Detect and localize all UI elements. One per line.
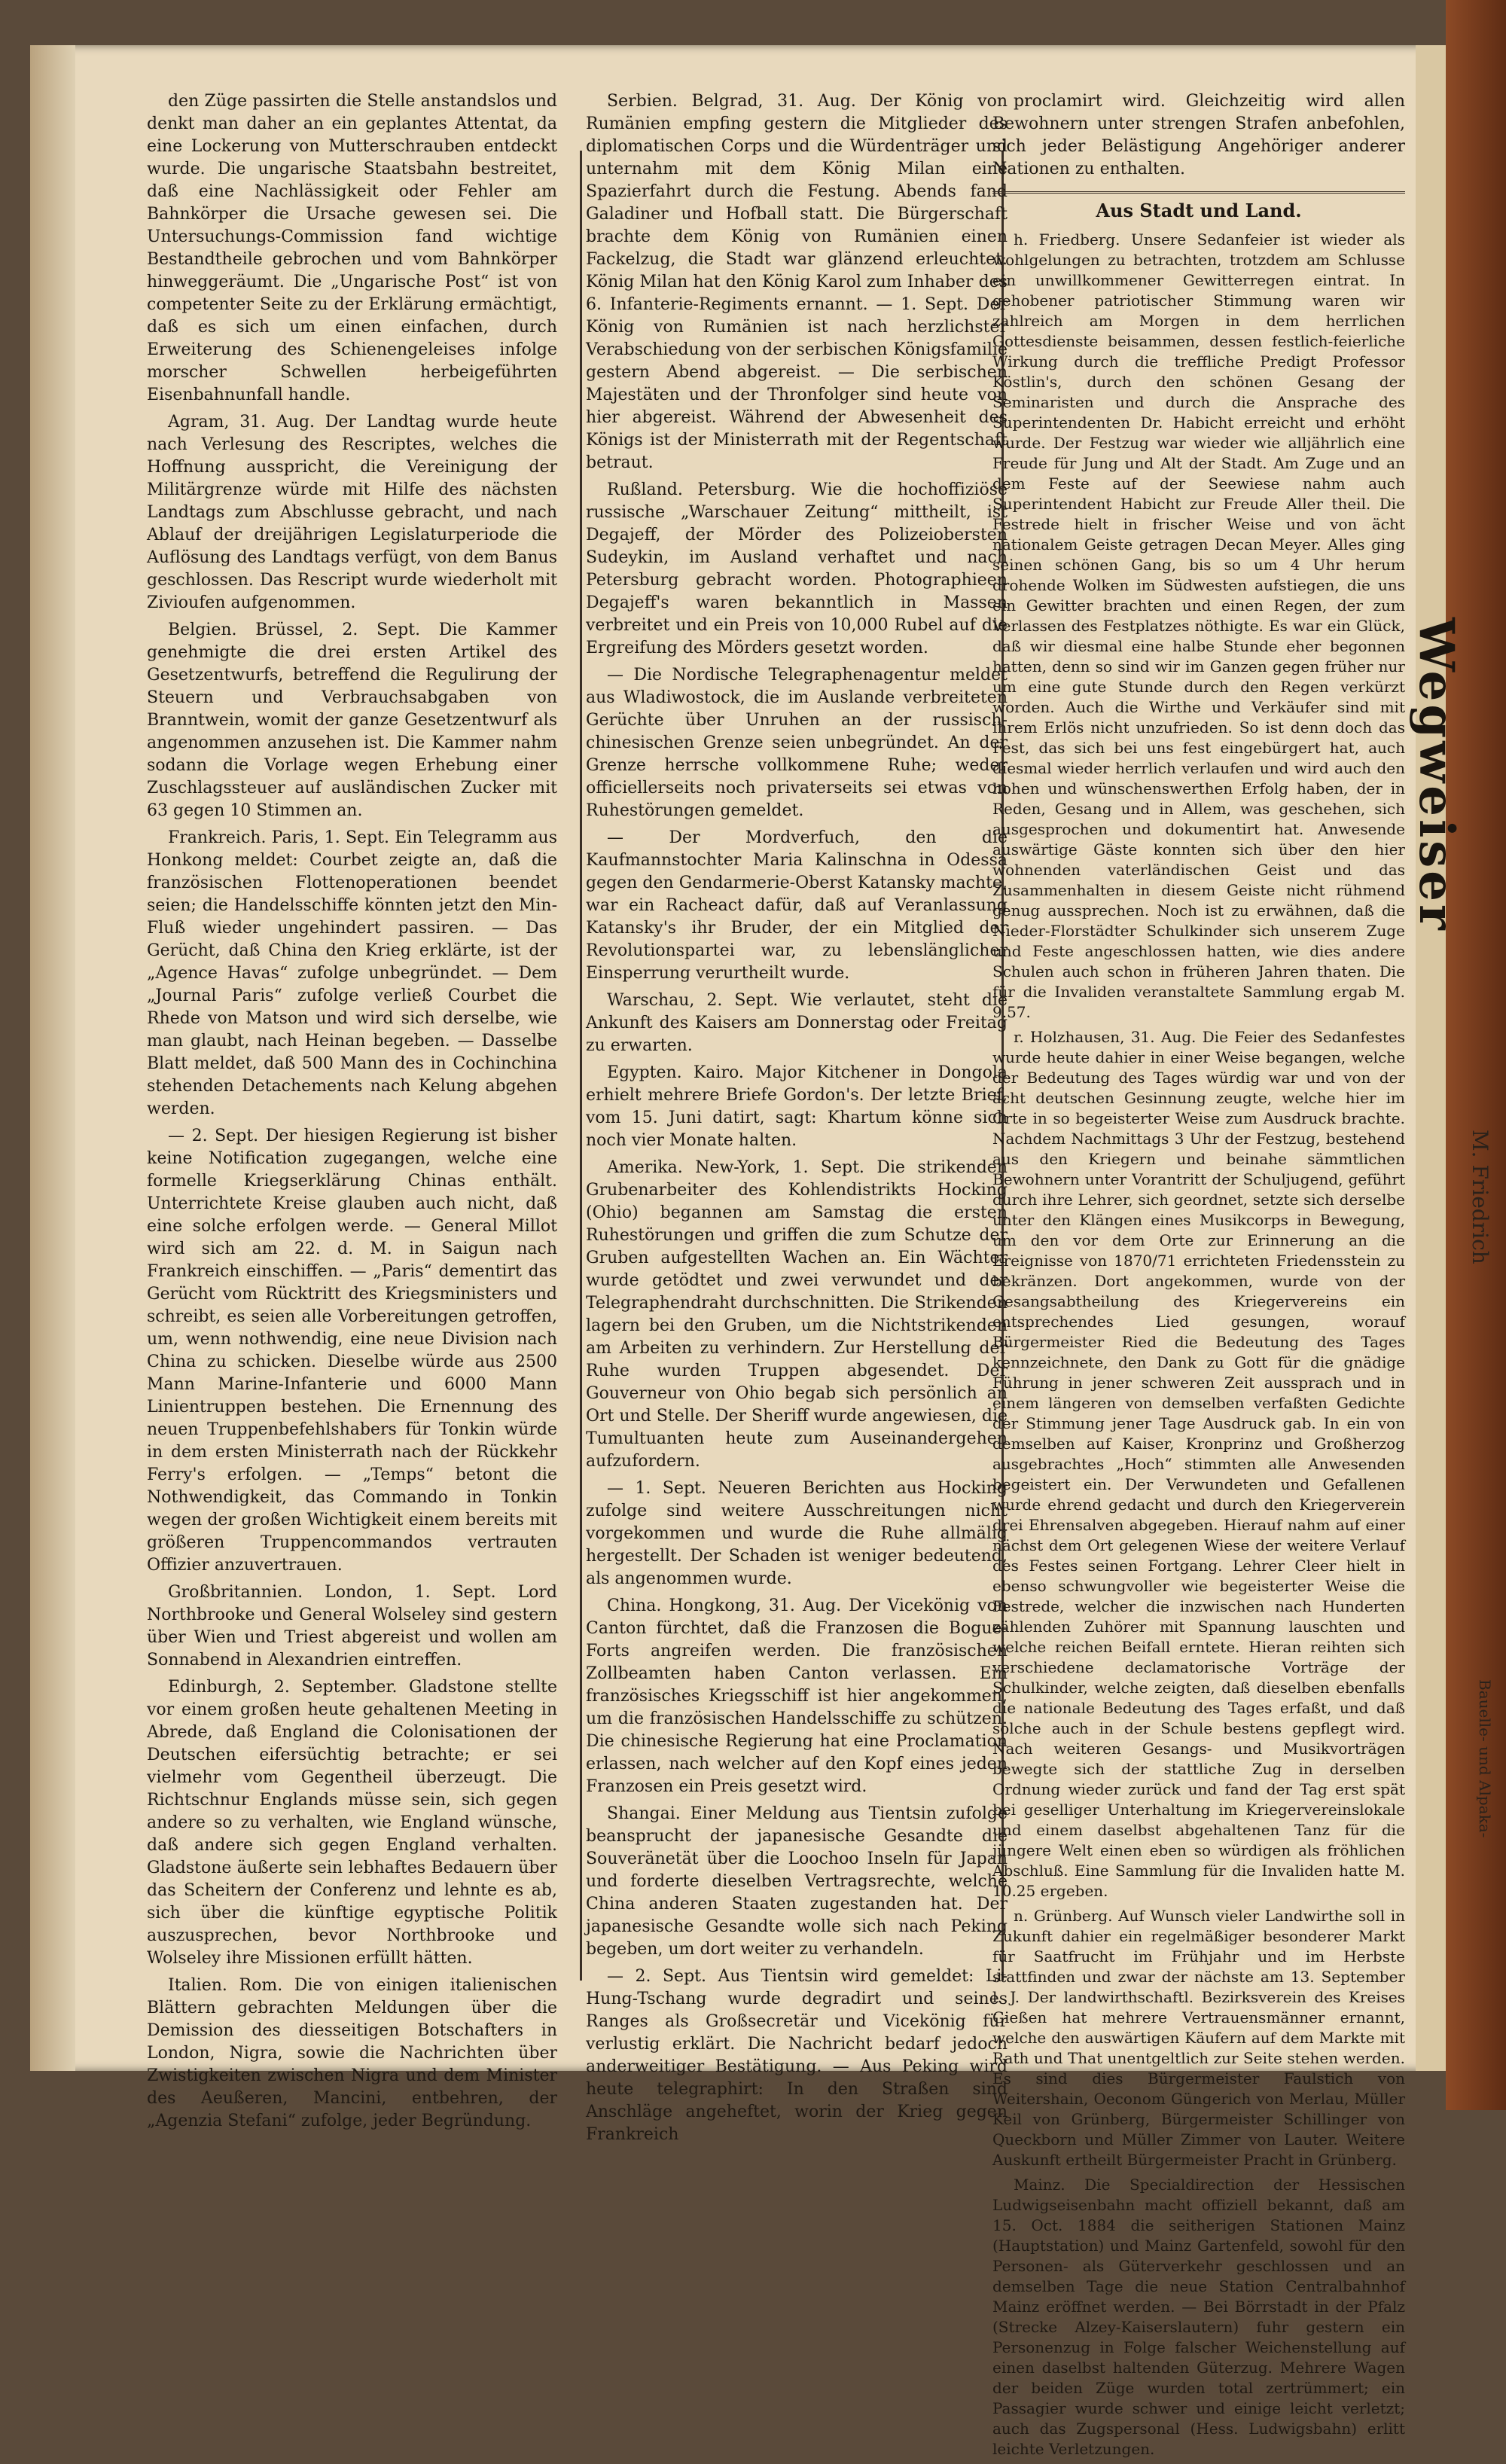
article-paragraph: proclamirt wird. Gleichzeitig wird allen Bewohnern unter strengen Strafen anbefohlen, sich jeder Belästigung Angehöriger anderer Nationen zu enthalten.: [992, 92, 1405, 178]
article-paragraph: China. Hongkong, 31. Aug. Der Vicekönig von Canton fürchtet, daß die Franzosen die Bogue-Forts angreifen werden. Die französischen Zollbeamten haben Canton verlassen. Ein französisches Kriegsschiff ist hier angekommen, um die französischen Handelsschiffe zu schützen. Die chinesische Regierung hat eine Proclamation erlassen, nach welcher auf den Kopf eines jeden Franzosen ein Preis gesetzt wird.: [586, 1596, 1008, 1796]
article-paragraph: Shangai. Einer Meldung aus Tientsin zufolge beansprucht der japanesische Gesandte die Souveränetät über die Loochoo Inseln für Japan und forderte dieselben Vertragsrechte, welche China anderen Staaten zugestanden hat. Der japanesische Gesandte wolle sich nach Peking begeben, um dort weiter zu verhandeln.: [586, 1804, 1008, 1959]
article-paragraph: den Züge passirten die Stelle anstandslos und denkt man daher an ein geplantes Attentat, da eine Lockerung von Mutterschrauben entdeckt wurde. Die ungarische Staatsbahn bestreitet, daß eine Nachlässigkeit oder Fehler am Bahnkörper die Ursache gewesen sei. Die Untersuchungs-Commission fand wichtige Bestandtheile gebrochen und vom Bahnkörper hinweggeräumt. Die „Ungarische Post“ ist von competenter Seite zu der Erklärung ermächtigt, daß es sich um einen einfachen, durch Erweiterung des Schienengeleises infolge morscher Schwellen herbeigeführten Eisenbahnunfall handle.: [147, 92, 557, 404]
article-paragraph: Rußland. Petersburg. Wie die hochoffiziöse russische „Warschauer Zeitung“ mittheilt, ist Degajeff, der Mörder des Polizeiobersten Sudeykin, im Ausland verhaftet und nach Petersburg gebracht worden. Photographieen Degajeff's waren bekanntlich in Massen verbreitet und ein Preis von 10,000 Rubel auf die Ergreifung des Mörders gesetzt worden.: [586, 480, 1008, 657]
article-paragraph: — Die Nordische Telegraphenagentur meldet aus Wladiwostock, die im Auslande verbreiteten Gerüchte über Unruhen an der russisch-chinesischen Grenze seien unbegründet. An der Grenze herrsche vollkommene Ruhe; weder officiellerseits noch privaterseits sei etwas von Ruhestörungen gemeldet.: [586, 666, 1008, 820]
article-paragraph: — 2. Sept. Aus Tientsin wird gemeldet: Li-Hung-Tschang wurde degradirt und seines Ranges als Großsecretär und Vicekönig für verlustig erklärt. Die Nachricht bedarf jedoch anderweitiger Bestätigung. — Aus Peking wird heute telegraphirt: In den Straßen sind Anschläge angeheftet, worin der Krieg gegen Frankreich: [586, 1967, 1008, 2144]
column-right: [992, 90, 1405, 2464]
article-paragraph: Egypten. Kairo. Major Kitchener in Dongola erhielt mehrere Briefe Gordon's. Der letzte Brief, vom 15. Juni datirt, sagt: Khartum könne sich noch vier Monate halten.: [586, 1063, 1008, 1150]
column-left: [147, 90, 557, 2137]
article-paragraph: r. Holzhausen, 31. Aug. Die Feier des Sedanfestes wurde heute dahier in einer Weise begangen, welche der Bedeutung des Tages würdig war und von der ächt deutschen Gesinnung zeugte, welche hier im Orte in so begeisterter Weise zum Ausdruck brachte. Nachdem Nachmittags 3 Uhr der Festzug, bestehend aus den Kriegern und beinahe sämmtlichen Bewohnern unter Vorantritt der Schuljugend, geführt durch ihre Lehrer, sich geordnet, setzte sich derselbe unter den Klängen eines Musikcorps in Bewegung, um den vor dem Orte zur Erinnerung an die Ereignisse von 1870/71 errichteten Friedensstein zu bekränzen. Dort angekommen, wurde von der Gesangsabtheilung des Kriegervereins ein entsprechendes Lied gesungen, worauf Bürgermeister Ried die Bedeutung des Tages kennzeichnete, den Dank zu Gott für die gnädige Führung in jener schweren Zeit aussprach und in einem längeren von demselben verfaßten Gedichte der Stimmung jener Tage Ausdruck gab. In ein von demselben auf Kaiser, Kronprinz und Großherzog ausgebrachtes „Hoch“ stimmten alle Anwesenden begeistert ein. Der Verwundeten und Gefallenen wurde ehrend gedacht und durch den Kriegerverein drei Ehrensalven abgegeben. Hierauf nahm auf einer nächst dem Ort gelegenen Wiese der weitere Verlauf des Festes seinen Fortgang. Lehrer Cleer hielt in ebenso schwungvoller wie begeisterter Weise die Festrede, welcher die inzwischen nach Hunderten zählenden Zuhörer mit Spannung lauschten und welche reichen Beifall erntete. Hieran reihten sich verschiedene declamatorische Vorträge der Schulkinder, welche zeigten, daß dieselben ebenfalls die nationale Bedeutung des Tages erfaßt, und daß solche auch in der Schule bestens gepflegt wird. Nach weiteren Gesangs- und Musikvorträgen bewegte sich der stattliche Zug in derselben Ordnung wieder zurück und fand der Tag erst spät bei geselliger Unterhaltung im Kriegervereinslokale und einem daselbst abgehaltenen Tanz für die jüngere Welt einen eben so würdigen als fröhlichen Abschluß. Eine Sammlung für die Invaliden hatte M. 10.25 ergeben.: [992, 1028, 1405, 1900]
article-paragraph: Agram, 31. Aug. Der Landtag wurde heute nach Verlesung des Rescriptes, welches die Hoffnung ausspricht, die Vereinigung der Militärgrenze würde mit Hilfe des nächsten Landtags zum Abschlusse gebracht, und nach Ablauf der dreijährigen Legislaturperiode die Auflösung des Landtags verfügt, von dem Banus geschlossen. Das Rescript wurde wiederholt mit Zivioufen aufgenommen.: [147, 413, 557, 612]
article-paragraph: Serbien. Belgrad, 31. Aug. Der König von Rumänien empfing gestern die Mitglieder des diplomatischen Corps und die Würdenträger und unternahm mit dem König Milan eine Spazierfahrt durch die Festung. Abends fand Galadiner und Hofball statt. Die Bürgerschaft brachte dem König von Rumänien einen Fackelzug, die Stadt war glänzend erleuchtet. König Milan hat den König Karol zum Inhaber des 6. Infanterie-Regiments ernannt. — 1. Sept. Der König von Rumänien ist nach herzlichster Verabschiedung von der serbischen Königsfamilie gestern Abend abgereist. — Die serbischen Majestäten und der Thronfolger sind heute von hier abgereist. Während der Abwesenheit des Königs ist der Ministerrath mit der Regentschaft betraut.: [586, 92, 1008, 472]
section-title: Aus Stadt und Land.: [992, 191, 1405, 222]
column-rule-1: [580, 151, 582, 1981]
article-paragraph: — 1. Sept. Neueren Berichten aus Hocking zufolge sind weitere Ausschreitungen nicht vorgekommen und wurde die Ruhe allmälig hergestellt. Der Schaden ist weniger bedeutend, als angenommen wurde.: [586, 1479, 1008, 1588]
article-paragraph: Großbritannien. London, 1. Sept. Lord Northbrooke und General Wolseley sind gestern über Wien und Triest abgereist und wollen am Sonnabend in Alexandrien eintreffen.: [147, 1583, 557, 1670]
page-binding: [30, 45, 75, 2071]
article-paragraph: Mainz. Die Specialdirection der Hessischen Ludwigseisenbahn macht offiziell bekannt, daß am 15. Oct. 1884 die seitherigen Stationen Mainz (Hauptstation) und Mainz Gartenfeld, sowohl für den Personen- als Güterverkehr geschlossen und an demselben Tage die neue Station Centralbahnhof Mainz eröffnet werden. — Bei Börrstadt in der Pfalz (Strecke Alzey-Kaiserslautern) fuhr gestern ein Personenzug in Folge falscher Weichenstellung auf einen daselbst haltenden Güterzug. Mehrere Wagen der beiden Züge wurden total zertrümmert; ein Passagier wurde schwer und einige leicht verletzt; auch das Zugspersonal (Hess. Ludwigsbahn) erlitt leichte Verletzungen.: [992, 2176, 1405, 2458]
column-middle: [586, 90, 1008, 2151]
article-paragraph: Frankreich. Paris, 1. Sept. Ein Telegramm aus Honkong meldet: Courbet zeigte an, daß die französischen Flottenoperationen beendet seien; die Handelsschiffe könnten jetzt den Min-Fluß wieder ungehindert passiren. — Das Gerücht, daß China den Krieg erklärte, ist der „Agence Havas“ zufolge unbegründet. — Dem „Journal Paris“ zufolge verließ Courbet die Rhede von Matson und wird sich derselbe, wie man glaubt, nach Heinan begeben. — Dasselbe Blatt meldet, daß 500 Mann des in Cochinchina stehenden Detachements nach Kelung abgehen werden.: [147, 828, 557, 1118]
article-paragraph: Italien. Rom. Die von einigen italienischen Blättern gebrachten Meldungen über die Demission des diesseitigen Botschafters in London, Nigra, sowie die Nachrichten über Zwistigkeiten zwischen Nigra und dem Minister des Aeußeren, Mancini, entbehren, der „Agenzia Stefani“ zufolge, jeder Begründung.: [147, 1976, 557, 2130]
article-paragraph: Edinburgh, 2. September. Gladstone stellte vor einem großen heute gehaltenen Meeting in Abrede, daß England die Colonisationen der Deutschen eifersüchtig betrachte; er sei vielmehr vom Gegentheil überzeugt. Die Richtschnur Englands müsse sein, sich gegen andere so zu verhalten, wie England wünsche, daß andere sich gegen England verhalten. Gladstone äußerte sein lebhaftes Bedauern über das Scheitern der Conferenz und lehnte es ab, sich über die künftige egyptische Politik auszusprechen, bevor Northbrooke und Wolseley ihre Missionen erfüllt hätten.: [147, 1678, 557, 1968]
article-paragraph: Warschau, 2. Sept. Wie verlautet, steht die Ankunft des Kaisers am Donnerstag oder Freitag zu erwarten.: [586, 991, 1008, 1055]
masthead-edge-text: Bauelle- und Alpaka-: [1476, 1679, 1494, 1838]
article-paragraph: — 2. Sept. Der hiesigen Regierung ist bisher keine Notification zugegangen, welche eine formelle Kriegserklärung Chinas enthält. Unterrichtete Kreise glauben auch nicht, daß eine solche erfolgen werde. — General Millot wird sich am 22. d. M. in Saigun nach Frankreich einschiffen. — „Paris“ dementirt das Gerücht vom Rücktritt des Kriegsministers und schreibt, es seien alle Vorbereitungen getroffen, um, wenn nothwendig, eine neue Division nach China zu schicken. Dieselbe würde aus 2500 Mann Marine-Infanterie und 6000 Mann Linientruppen bestehen. Die Ernennung des neuen Truppenbefehlshabers für Tonkin würde in dem ersten Ministerrath nach der Rückkehr Ferry's erfolgen. — „Temps“ betont die Nothwendigkeit, das Commando in Tonkin wegen der großen Wichtigkeit einem bereits mit größeren Truppencommandos vertrauten Offizier anzuvertrauen.: [147, 1127, 557, 1575]
article-paragraph: n. Grünberg. Auf Wunsch vieler Landwirthe soll in Zukunft dahier ein regelmäßiger besonderer Markt für Saatfrucht im Frühjahr und im Herbste stattfinden und zwar der nächste am 13. September l. J. Der landwirthschaftl. Bezirksverein des Kreises Gießen hat mehrere Vertrauensmänner ernannt, welche den auswärtigen Käufern auf dem Markte mit Rath und That unentgeltlich zur Seite stehen werden. Es sind dies Bürgermeister Faulstich von Weitershain, Oeconom Güngerich von Merlau, Müller Keil von Grünberg, Bürgermeister Schillinger von Queckborn und Müller Zimmer von Lauter. Weitere Auskunft ertheilt Bürgermeister Pracht in Grünberg.: [992, 1907, 1405, 2169]
article-paragraph: h. Friedberg. Unsere Sedanfeier ist wieder als wohlgelungen zu betrachten, trotzdem am Schlusse ein unwillkommener Gewitterregen eintrat. In gehobener patriotischer Stimmung waren wir zahlreich am Morgen in dem herrlichen Gottesdienste beisammen, dessen festlich-feierliche Wirkung durch die treffliche Predigt Professor Köstlin's, durch den schönen Gesang der Seminaristen und durch die Ansprache des Superintendenten Dr. Habicht erreicht und erhöht wurde. Der Festzug war wieder wie alljährlich eine Freude für Jung und Alt der Stadt. Am Zuge und an dem Feste auf der Seewiese nahm auch Superintendent Habicht zur Freude Aller theil. Die Festrede hielt in frischer Weise und von ächt nationalem Geiste getragen Decan Meyer. Alles ging seinen schönen Gang, bis so um 4 Uhr herum drohende Wolken im Südwesten aufstiegen, die uns ein Gewitter brachten und einen Regen, der zum Verlassen des Festplatzes nöthigte. Es war ein Glück, daß wir diesmal eine halbe Stunde eher begonnen hatten, denn so sind wir im Ganzen gegen früher nur um eine gute Stunde durch den Regen verkürzt worden. Auch die Wirthe und Verkäufer sind mit ihrem Erlös nicht unzufrieden. So ist denn doch das Fest, das sich bei uns fest eingebürgert hat, auch diesmal wieder herrlich verlaufen und wird auch den hohen und wünschenswerthen Erfolg haben, der in Reden, Gesang und in Allem, was geschehen, sich ausgesprochen und dokumentirt hat. Anwesende auswärtige Gäste konnten sich über den hier wohnenden vaterländischen Geist und das Zusammenhalten in diesem Geiste nicht rühmend genug aussprechen. Noch ist zu erwähnen, daß die Nieder-Florstädter Schulkinder sich unserem Zuge und Feste angeschlossen hatten, wie dies andere Schulen auch schon in früheren Jahren thaten. Die für die Invaliden veranstaltete Sammlung ergab M. 9.57.: [992, 230, 1405, 1021]
article-paragraph: Belgien. Brüssel, 2. Sept. Die Kammer genehmigte die drei ersten Artikel des Gesetzentwurfs, betreffend die Regulirung der Steuern und Verbrauchsabgaben von Branntwein, womit der ganze Gesetzentwurf als angenommen anzusehen ist. Die Kammer nahm sodann die Vorlage wegen Erhebung einer Zuschlagssteuer auf ausländischen Zucker mit 63 gegen 10 Stimmen an.: [147, 621, 557, 820]
masthead-title: Wegweiser: [1408, 618, 1465, 933]
article-paragraph: — Der Mordverfuch, den die Kaufmannstochter Maria Kalinschna in Odessa gegen den Gendarmerie-Oberst Katansky machte, war ein Racheact dafür, daß auf Veranlassung Katansky's ihr Bruder, der ein Mitglied der Revolutionspartei war, zu lebenslänglicher Einsperrung verurtheilt wurde.: [586, 828, 1008, 983]
masthead-subtitle: M. Friedrich: [1468, 1130, 1492, 1264]
article-paragraph: Amerika. New-York, 1. Sept. Die strikenden Grubenarbeiter des Kohlendistrikts Hocking (Ohio) begannen am Samstag die ersten Ruhestörungen und griffen die zum Schutze der Gruben aufgestellten Wachen an. Ein Wächter wurde getödtet und zwei verwundet und der Telegraphendraht durchschnitten. Die Strikenden lagern bei den Gruben, um die Nichtstrikenden am Arbeiten zu verhindern. Zur Herstellung der Ruhe wurden Truppen abgesendet. Der Gouverneur von Ohio begab sich persönlich an Ort und Stelle. Der Sheriff wurde angewiesen, die Tumultuanten heute zum Auseinandergehen aufzufordern.: [586, 1158, 1008, 1471]
